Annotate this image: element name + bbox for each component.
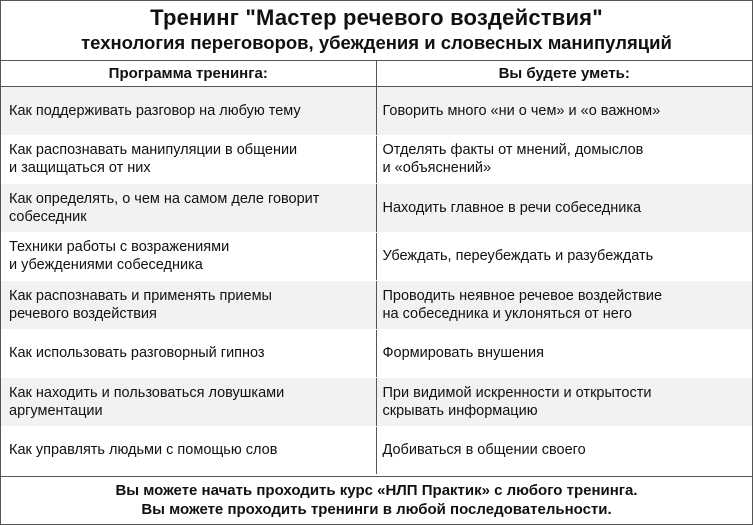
table-row [1, 184, 752, 233]
table-body [1, 87, 752, 475]
table-header [1, 1, 752, 61]
table-row [1, 281, 752, 330]
skill-cell: Формировать внушения [377, 330, 753, 378]
column-header-program: Программа тренинга: [1, 61, 377, 86]
skill-cell: Находить главное в речи собеседника [377, 184, 753, 232]
program-cell: Как распознавать манипуляции в общении и защищаться от них [1, 136, 377, 184]
program-cell: Как распознавать и применять приемы речевого воздействия [1, 281, 377, 329]
table-row [1, 378, 752, 427]
skill-cell: Добиваться в общении своего [377, 427, 753, 475]
program-cell: Как определять, о чем на самом деле говорит собеседник [1, 184, 377, 232]
program-cell: Как находить и пользоваться ловушками аргументации [1, 378, 377, 426]
table-row [1, 136, 752, 185]
program-cell: Как поддерживать разговор на любую тему [1, 87, 377, 135]
table-row [1, 87, 752, 136]
footer-line-course: Вы можете начать проходить курс «НЛП Практик» с любого тренинга. [115, 482, 638, 499]
program-cell: Как использовать разговорный гипноз [1, 330, 377, 378]
table-footer [1, 476, 752, 524]
program-cell: Как управлять людьми с помощью слов [1, 427, 377, 475]
skill-cell: При видимой искренности и открытости скрывать информацию [377, 378, 753, 426]
skill-cell: Отделять факты от мнений, домыслов и «объяснений» [377, 136, 753, 184]
page-subtitle: технология переговоров, убеждения и словесных манипуляций [81, 32, 672, 53]
skill-cell: Проводить неявное речевое воздействие на собеседника и уклоняться от него [377, 281, 753, 329]
footer-line-order: Вы можете проходить тренинги в любой последовательности. [141, 501, 612, 518]
skill-cell: Убеждать, переубеждать и разубеждать [377, 233, 753, 281]
skill-cell: Говорить много «ни о чем» и «о важном» [377, 87, 753, 135]
page-title: Тренинг "Мастер речевого воздействия" [150, 5, 603, 30]
table-row [1, 427, 752, 476]
program-cell: Техники работы с возражениями и убеждениями собеседника [1, 233, 377, 281]
table-row [1, 233, 752, 282]
table-row [1, 330, 752, 379]
column-headers [1, 61, 752, 87]
column-header-skills: Вы будете уметь: [498, 65, 630, 82]
